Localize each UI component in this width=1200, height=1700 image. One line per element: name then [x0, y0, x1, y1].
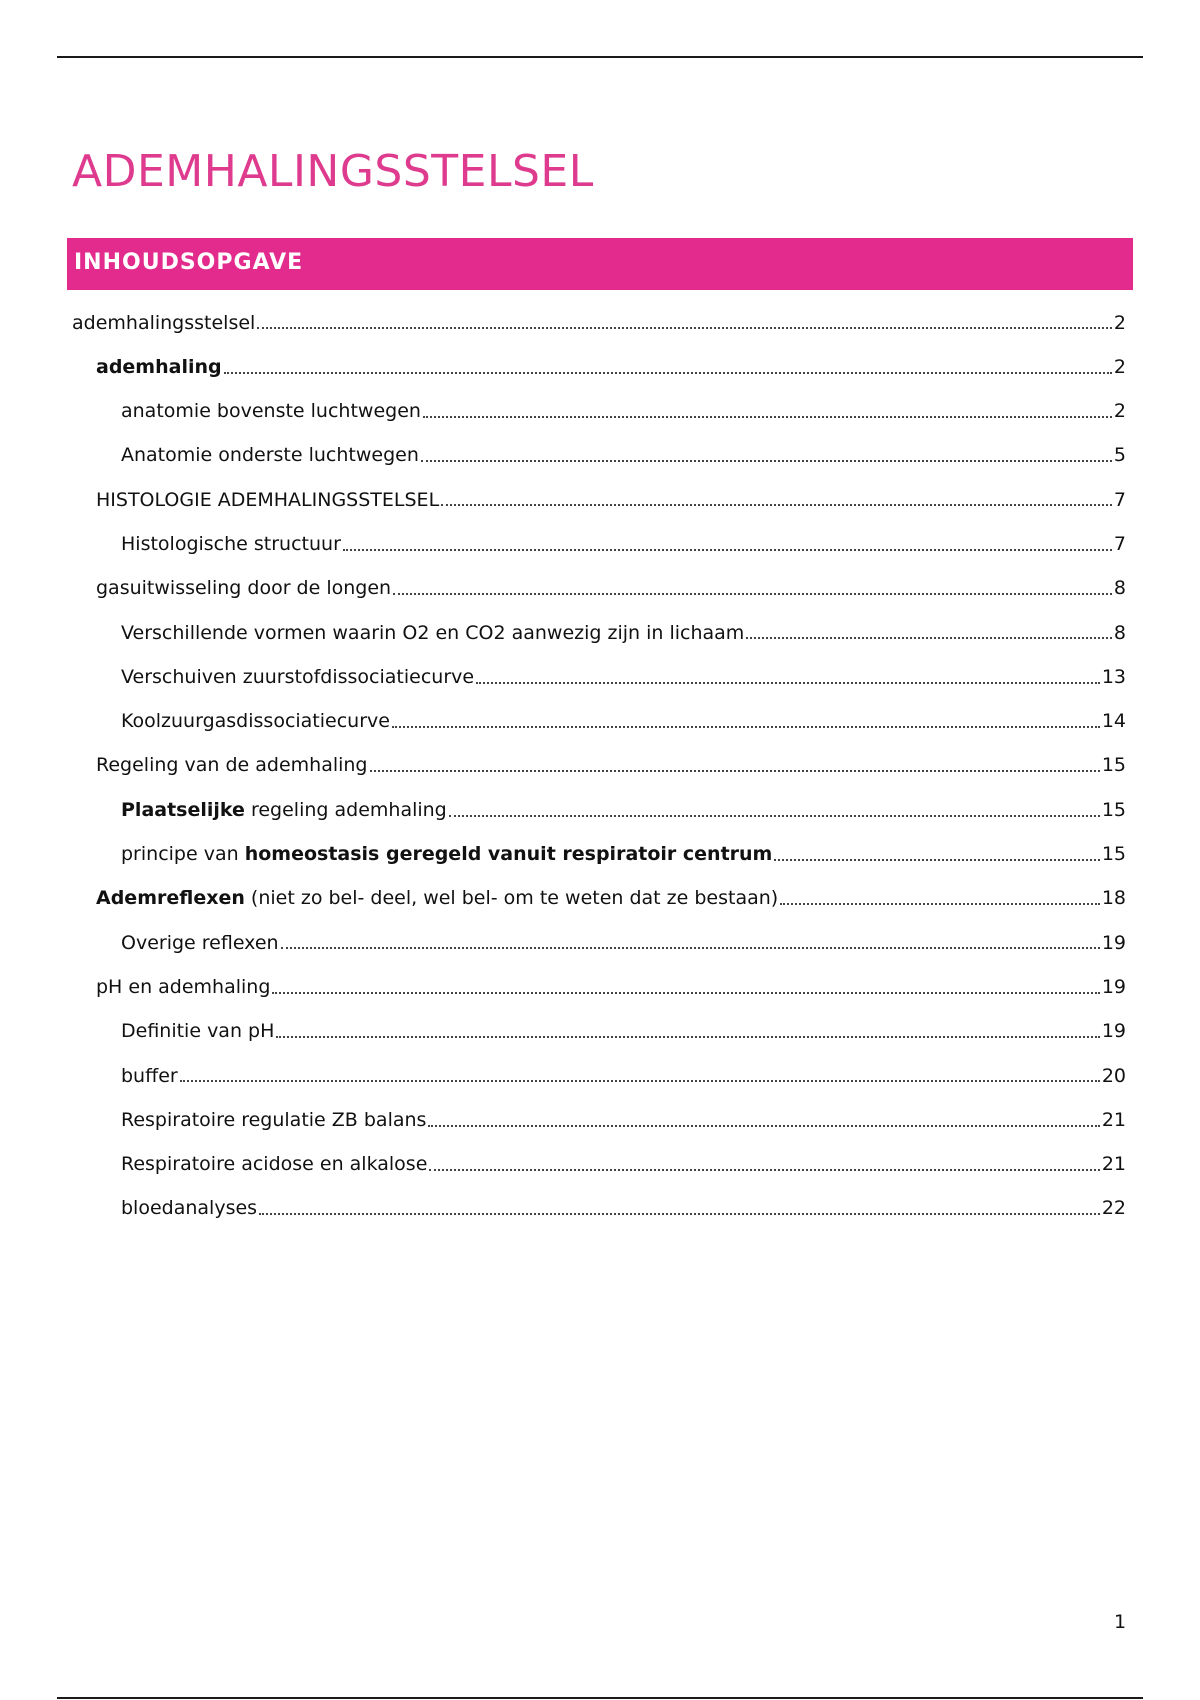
- toc-entry-title-part: gasuitwisseling door de longen: [96, 577, 392, 600]
- toc-entry-title: [96, 577, 391, 600]
- toc-entry-title-part: Anatomie onderste luchtwegen: [121, 444, 419, 467]
- toc-entry[interactable]: [72, 1176, 1126, 1220]
- toc-entry-title-part: Koolzuurgasdissociatiecurve: [121, 710, 390, 733]
- toc-entry-title: [72, 312, 255, 335]
- document-title: ADEMHALINGSSTELSEL: [72, 146, 594, 197]
- toc-entry-page: 2: [1113, 355, 1126, 378]
- toc-entry-title: [121, 1153, 427, 1176]
- toc-entry-title: [96, 754, 368, 777]
- toc-entry-page: 8: [1113, 577, 1126, 600]
- toc-entry[interactable]: [72, 822, 1126, 866]
- toc-entry-title-part: Plaatselijke: [121, 798, 245, 821]
- toc-dot-leader: [393, 593, 1112, 595]
- toc-dot-leader: [428, 1125, 1099, 1127]
- toc-entry-title-part: pH en ademhaling: [96, 975, 271, 998]
- toc-entry[interactable]: [72, 511, 1126, 555]
- toc-entry[interactable]: [72, 644, 1126, 688]
- toc-dot-leader: [429, 1169, 1099, 1171]
- toc-entry[interactable]: [72, 467, 1126, 511]
- toc-dot-leader: [370, 770, 1100, 772]
- toc-entry-title: [121, 1197, 257, 1220]
- toc-entry-title: [121, 666, 474, 689]
- toc-entry[interactable]: [72, 1043, 1126, 1087]
- toc-entry-title: [121, 400, 421, 423]
- toc-entry-title-part: (niet zo bel- deel, wel bel- om te weten dat ze bestaan): [244, 887, 779, 910]
- header-rule: [57, 56, 1143, 58]
- toc-entry-page: 19: [1101, 931, 1126, 954]
- toc-entry-page: 21: [1101, 1153, 1126, 1176]
- toc-entry-page: 13: [1101, 665, 1126, 688]
- toc-entry-page: 20: [1101, 1064, 1126, 1087]
- table-of-contents: [72, 290, 1126, 1220]
- toc-entry-title-part: Definitie van pH: [121, 1020, 275, 1043]
- toc-entry-page: 15: [1101, 843, 1126, 866]
- toc-dot-leader: [257, 327, 1112, 329]
- footer-rule: [57, 1697, 1143, 1699]
- toc-dot-leader: [259, 1213, 1100, 1215]
- toc-entry-title-part: homeostasis geregeld vanuit respiratoir centrum: [244, 843, 773, 866]
- toc-entry-title-part: Verschillende vormen waarin O2 en CO2 aanwezig zijn in lichaam: [121, 621, 745, 644]
- toc-entry[interactable]: [72, 777, 1126, 821]
- toc-dot-leader: [441, 504, 1112, 506]
- toc-entry-title: [121, 1020, 274, 1043]
- toc-entry-page: 2: [1113, 311, 1126, 334]
- toc-dot-leader: [272, 992, 1099, 994]
- toc-entry-title: [121, 444, 419, 467]
- toc-dot-leader: [449, 815, 1100, 817]
- toc-dot-leader: [746, 637, 1112, 639]
- toc-entry-title-part: Respiratoire regulatie ZB balans: [121, 1108, 427, 1131]
- toc-dot-leader: [780, 903, 1100, 905]
- toc-entry[interactable]: [72, 423, 1126, 467]
- toc-entry[interactable]: [72, 999, 1126, 1043]
- toc-entry[interactable]: [72, 866, 1126, 910]
- toc-entry-title: [121, 622, 744, 645]
- toc-entry[interactable]: [72, 379, 1126, 423]
- toc-entry[interactable]: [72, 290, 1126, 334]
- toc-entry-title-part: ademhalingsstelsel: [72, 311, 256, 334]
- toc-entry-title: [96, 976, 270, 999]
- toc-dot-leader: [343, 549, 1112, 551]
- toc-entry-title: [121, 843, 772, 866]
- toc-entry-title-part: ademhaling: [96, 355, 222, 378]
- toc-entry-title-part: regeling ademhaling: [244, 798, 447, 821]
- toc-entry-page: 14: [1101, 710, 1126, 733]
- toc-entry-title: [121, 1065, 178, 1088]
- toc-entry[interactable]: [72, 600, 1126, 644]
- toc-dot-leader: [281, 947, 1100, 949]
- toc-dot-leader: [423, 416, 1112, 418]
- toc-entry-page: 7: [1113, 532, 1126, 555]
- toc-entry-page: 5: [1113, 444, 1126, 467]
- toc-entry-title: [96, 489, 439, 512]
- toc-entry[interactable]: [72, 556, 1126, 600]
- page-number: 1: [1114, 1611, 1127, 1633]
- toc-heading-band: [67, 238, 1133, 290]
- toc-entry-title-part: Respiratoire acidose en alkalose: [121, 1153, 428, 1176]
- toc-entry-title-part: HISTOLOGIE ADEMHALINGSSTELSEL: [96, 488, 440, 511]
- toc-entry-page: 22: [1101, 1197, 1126, 1220]
- toc-entry-title-part: Regeling van de ademhaling: [96, 754, 368, 777]
- toc-entry-title: [121, 932, 279, 955]
- toc-entry[interactable]: [72, 1087, 1126, 1131]
- toc-entry-title: [121, 1109, 426, 1132]
- toc-entry[interactable]: [72, 689, 1126, 733]
- toc-entry-page: 18: [1101, 887, 1126, 910]
- toc-entry-title-part: bloedanalyses: [121, 1197, 258, 1220]
- toc-entry-page: 21: [1101, 1108, 1126, 1131]
- toc-entry-title-part: anatomie bovenste luchtwegen: [121, 400, 421, 423]
- toc-entry-title: [121, 710, 390, 733]
- toc-entry-page: 15: [1101, 754, 1126, 777]
- toc-entry[interactable]: [72, 1132, 1126, 1176]
- toc-entry-title-part: Histologische structuur: [121, 532, 341, 555]
- toc-entry-title-part: Overige reflexen: [121, 931, 279, 954]
- toc-entry-page: 8: [1113, 621, 1126, 644]
- toc-heading: INHOUDSOPGAVE: [74, 250, 304, 275]
- toc-dot-leader: [392, 726, 1100, 728]
- toc-entry-title: [121, 533, 341, 556]
- toc-entry-title-part: principe van: [121, 843, 245, 866]
- toc-entry[interactable]: [72, 954, 1126, 998]
- toc-dot-leader: [276, 1036, 1099, 1038]
- toc-entry-page: 2: [1113, 400, 1126, 423]
- toc-entry-title: [121, 799, 447, 822]
- toc-dot-leader: [476, 682, 1100, 684]
- toc-entry-page: 7: [1113, 488, 1126, 511]
- toc-entry[interactable]: [72, 334, 1126, 378]
- toc-entry-title: [96, 356, 222, 379]
- toc-entry-title: [96, 887, 778, 910]
- toc-entry[interactable]: [72, 910, 1126, 954]
- toc-entry-title-part: Verschuiven zuurstofdissociatiecurve: [121, 665, 475, 688]
- toc-dot-leader: [224, 372, 1112, 374]
- toc-entry[interactable]: [72, 733, 1126, 777]
- toc-dot-leader: [180, 1080, 1100, 1082]
- toc-entry-title-part: Ademreflexen: [96, 887, 245, 910]
- toc-entry-page: 19: [1101, 1020, 1126, 1043]
- toc-entry-page: 19: [1101, 975, 1126, 998]
- toc-dot-leader: [421, 460, 1112, 462]
- toc-entry-page: 15: [1101, 798, 1126, 821]
- toc-entry-title-part: buffer: [121, 1064, 178, 1087]
- toc-dot-leader: [774, 859, 1099, 861]
